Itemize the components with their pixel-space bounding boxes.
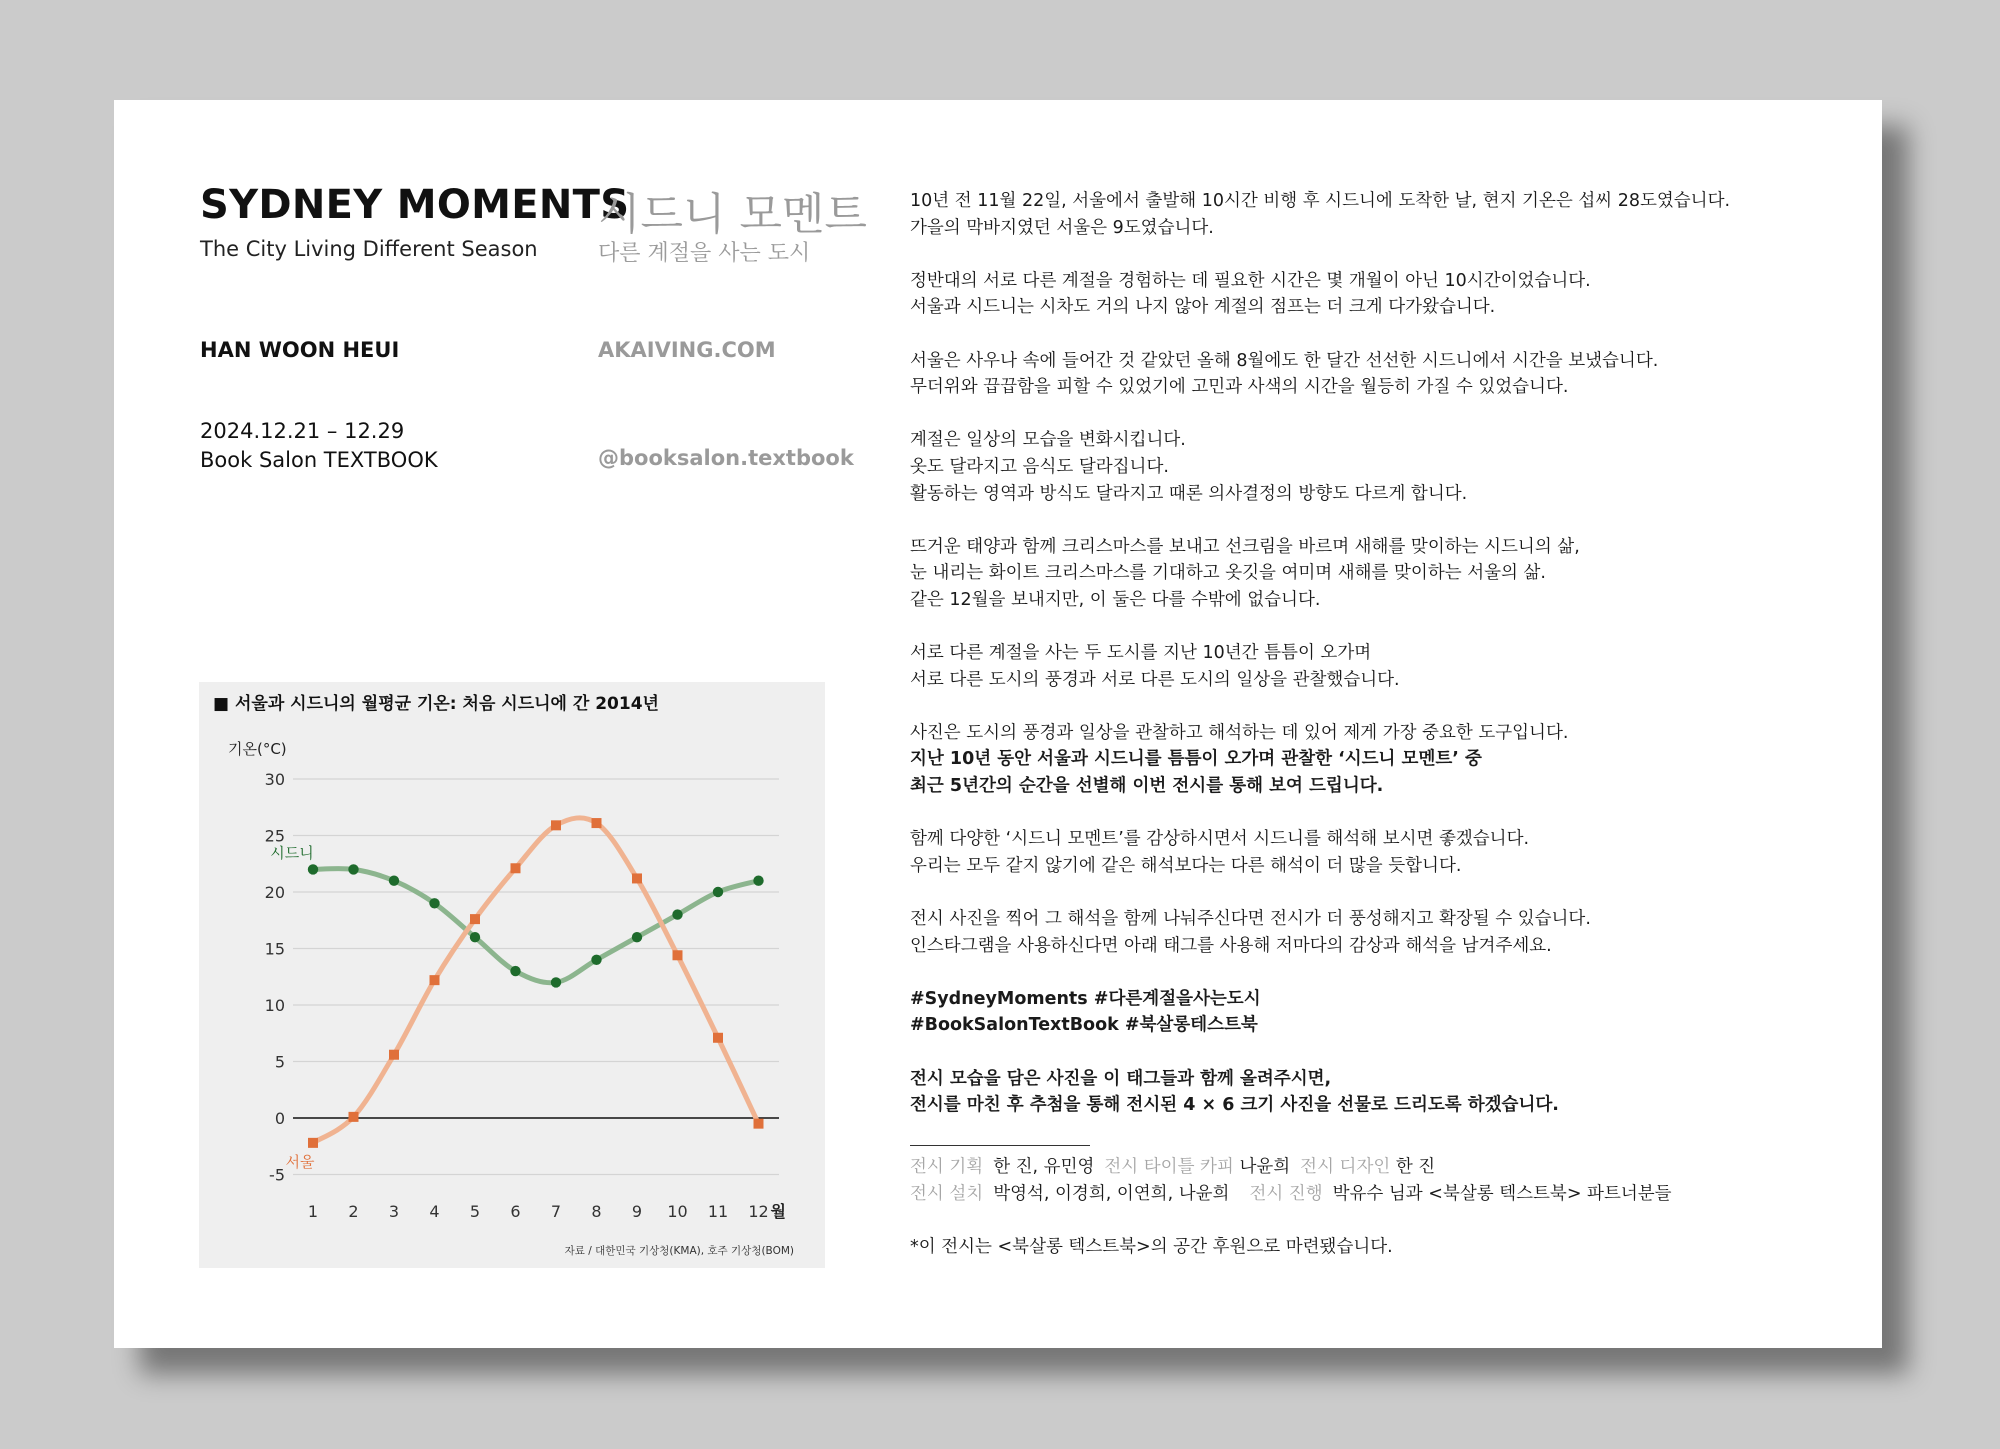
exhibition-statement: [910, 188, 1840, 1260]
statement-paragraph: [910, 534, 1840, 614]
chart-point-sydney: [470, 932, 480, 942]
statement-line: 지난 10년 동안 서울과 시드니를 틈틈이 오가며 관찰한 ‘시드니 모멘트’ 중: [910, 749, 1482, 770]
website-link[interactable]: AKAIVING.COM: [598, 338, 776, 362]
credits-line-2: [910, 1181, 1840, 1208]
chart-data-points: [308, 818, 764, 1148]
statement-paragraphs: [910, 188, 1840, 1119]
credit-label-install: 전시 설치: [910, 1183, 984, 1204]
title-korean: 시드니 모멘트: [598, 189, 868, 240]
statement-line: #BookSalonTextBook #북살롱테스트북: [910, 1015, 1258, 1036]
chart-point-seoul: [592, 818, 602, 828]
chart-x-tick-label: 6: [510, 1202, 521, 1221]
credit-label-planning: 전시 기획: [910, 1157, 984, 1178]
chart-y-tick-label: 10: [264, 996, 285, 1015]
chart-title: ■ 서울과 시드니의 월평균 기온: 처음 시드니에 간 2014년: [213, 694, 659, 714]
chart-point-sydney: [510, 966, 520, 976]
chart-point-seoul: [551, 820, 561, 830]
statement-line: 함께 다양한 ‘시드니 모멘트’를 감상하시면서 시드니를 해석해 보시면 좋겠습니다.: [910, 829, 1530, 850]
statement-line: 최근 5년간의 순간을 선별해 이번 전시를 통해 보여 드립니다.: [910, 776, 1384, 797]
chart-svg: [199, 682, 825, 1268]
chart-point-seoul: [349, 1112, 359, 1122]
instagram-handle[interactable]: @booksalon.textbook: [598, 446, 854, 470]
chart-point-seoul: [430, 975, 440, 985]
statement-line: 뜨거운 태양과 함께 크리스마스를 보내고 선크림을 바르며 새해를 맞이하는 시드니의 삶,: [910, 536, 1580, 557]
credit-label-design: 전시 디자인: [1300, 1157, 1391, 1178]
statement-line: 무더위와 끕끕함을 피할 수 있었기에 고민과 사색의 시간을 월등히 가질 수 있었습니다.: [910, 377, 1569, 398]
chart-point-sydney: [551, 977, 561, 987]
chart-y-tick-label: 20: [264, 883, 285, 902]
chart-y-tick-label: -5: [269, 1165, 285, 1185]
statement-paragraph: [910, 826, 1840, 879]
statement-line: 10년 전 11월 22일, 서울에서 출발해 10시간 비행 후 시드니에 도착한 날, 현지 기온은 섭씨 28도였습니다.: [910, 191, 1731, 211]
chart-point-sydney: [632, 932, 642, 942]
chart-point-sydney: [429, 898, 439, 908]
chart-y-tick-label: 25: [264, 826, 285, 846]
statement-line: 계절은 일상의 모습을 변화시킵니다.: [910, 430, 1186, 451]
credit-design: 한 진: [1395, 1157, 1436, 1178]
chart-point-seoul: [632, 873, 642, 883]
statement-line: 서울은 사우나 속에 들어간 것 같았던 올해 8월에도 한 달간 선선한 시드니에서 시간을 보냈습니다.: [910, 350, 1659, 371]
credits-divider: [910, 1145, 1090, 1146]
chart-x-tick-label: 9: [631, 1202, 643, 1221]
chart-x-unit-label: 월: [770, 1202, 786, 1221]
statement-line: 서울과 시드니는 시차도 거의 나지 않아 계절의 점프는 더 크게 다가왔습니다.: [910, 297, 1496, 318]
statement-line: 전시를 마친 후 추첨을 통해 전시된 4 × 6 크기 사진을 선물로 드리도록 하겠습니다.: [910, 1095, 1559, 1116]
statement-line: 정반대의 서로 다른 계절을 경험하는 데 필요한 시간은 몇 개월이 아닌 10시간이었습니다.: [910, 270, 1591, 291]
statement-line: 서로 다른 계절을 사는 두 도시를 지난 10년간 틈틈이 오가며: [910, 643, 1372, 664]
chart-x-tick-label: 8: [591, 1202, 602, 1221]
chart-x-tick-label: 12: [748, 1202, 769, 1221]
chart-y-tick-label: 0: [274, 1109, 285, 1128]
chart-x-tick-label: 11: [707, 1202, 729, 1221]
statement-paragraph: [910, 720, 1840, 800]
statement-line: #SydneyMoments #다른계절을사는도시: [910, 988, 1261, 1009]
statement-line: 인스타그램을 사용하신다면 아래 태그를 사용해 저마다의 감상과 해석을 남겨주세요.: [910, 935, 1552, 956]
chart-x-tick-label: 7: [550, 1202, 562, 1221]
subtitle-english: The City Living Different Season: [200, 237, 538, 261]
chart-point-sydney: [672, 909, 682, 919]
statement-paragraph: [910, 348, 1840, 401]
chart-x-tick-label: 5: [469, 1202, 481, 1221]
chart-point-sydney: [348, 864, 358, 874]
exhibition-venue: Book Salon TEXTBOOK: [200, 448, 438, 472]
chart-point-seoul: [308, 1138, 318, 1148]
statement-line: 가을의 막바지였던 서울은 9도였습니다.: [910, 217, 1214, 238]
chart-point-seoul: [470, 914, 480, 924]
title-english: SYDNEY MOMENTS: [200, 182, 630, 228]
statement-line: 전시 사진을 찍어 그 해석을 함께 나눠주신다면 전시가 더 풍성해지고 확장될 수 있습니다.: [910, 909, 1591, 930]
chart-point-sydney: [389, 876, 399, 886]
statement-line: 활동하는 영역과 방식도 달라지고 때론 의사결정의 방향도 다르게 합니다.: [910, 483, 1468, 504]
statement-line: 같은 12월을 보내지만, 이 둘은 다를 수밖에 없습니다.: [910, 589, 1321, 610]
chart-text-labels: [213, 693, 794, 1257]
chart-point-seoul: [754, 1119, 764, 1129]
statement-paragraph: [910, 268, 1840, 321]
exhibition-info: [200, 417, 438, 475]
chart-series-label-sydney: 시드니: [270, 844, 314, 862]
chart-y-axis-label: 기온(°C): [228, 740, 287, 758]
chart-x-tick-label: 1: [307, 1202, 319, 1221]
chart-series-lines: [313, 818, 759, 1143]
statement-line: 사진은 도시의 풍경과 일상을 관찰하고 해석하는 데 있어 제게 가장 중요한 도구입니다.: [910, 722, 1569, 743]
credit-install: 박영석, 이경희, 이연희, 나윤희: [993, 1183, 1230, 1204]
chart-line-sydney: [313, 869, 759, 983]
temperature-chart: [199, 682, 825, 1268]
subtitle-korean: 다른 계절을 사는 도시: [598, 241, 811, 266]
statement-paragraph: [910, 906, 1840, 959]
chart-grid: [293, 779, 779, 1175]
chart-point-seoul: [511, 863, 521, 873]
credit-label-progress: 전시 진행: [1249, 1183, 1323, 1204]
chart-point-seoul: [713, 1033, 723, 1043]
statement-line: 서로 다른 도시의 풍경과 서로 다른 도시의 일상을 관찰했습니다.: [910, 669, 1400, 690]
chart-y-tick-label: 5: [274, 1052, 285, 1072]
credit-progress: 박유수 님과 <북살롱 텍스트북> 파트너분들: [1332, 1183, 1672, 1204]
chart-point-seoul: [389, 1050, 399, 1060]
credits-line-1: [910, 1154, 1840, 1181]
chart-series-label-seoul: 서울: [285, 1153, 315, 1171]
statement-line: 전시 모습을 담은 사진을 이 태그들과 함께 올려주시면,: [910, 1068, 1332, 1089]
statement-paragraph: [910, 188, 1840, 241]
chart-point-sydney: [713, 887, 723, 897]
statement-paragraph: [910, 986, 1840, 1039]
chart-source: 자료 / 대한민국 기상청(KMA), 호주 기상청(BOM): [564, 1245, 794, 1257]
chart-point-seoul: [673, 950, 683, 960]
credit-planning: 한 진, 유민영: [993, 1157, 1095, 1178]
statement-paragraph: [910, 1066, 1840, 1119]
chart-y-tick-label: 15: [264, 939, 285, 959]
statement-paragraph: [910, 640, 1840, 693]
chart-x-tick-label: 3: [388, 1202, 400, 1221]
statement-line: 우리는 모두 같지 않기에 같은 해석보다는 다른 해석이 더 많을 듯합니다.: [910, 855, 1462, 876]
sponsor-note: *이 전시는 <북살롱 텍스트북>의 공간 후원으로 마련됐습니다.: [910, 1236, 1393, 1257]
statement-paragraph: [910, 427, 1840, 507]
statement-line: 눈 내리는 화이트 크리스마스를 기대하고 옷깃을 여미며 새해를 맞이하는 서울의 삶.: [910, 563, 1546, 584]
statement-line: 옷도 달라지고 음식도 달라집니다.: [910, 456, 1169, 477]
chart-x-tick-label: 2: [348, 1202, 359, 1221]
credit-label-copy: 전시 타이틀 카피: [1104, 1157, 1234, 1178]
chart-y-tick-label: 30: [264, 770, 285, 789]
chart-x-tick-label: 10: [667, 1202, 688, 1221]
chart-point-sydney: [753, 876, 763, 886]
chart-x-tick-label: 4: [429, 1202, 440, 1221]
exhibition-dates: 2024.12.21 – 12.29: [200, 419, 405, 443]
credit-copy: 나윤희: [1239, 1157, 1291, 1178]
chart-point-sydney: [308, 864, 318, 874]
chart-point-sydney: [591, 955, 601, 965]
author-name: HAN WOON HEUI: [200, 338, 400, 362]
exhibition-poster: [114, 100, 1882, 1348]
